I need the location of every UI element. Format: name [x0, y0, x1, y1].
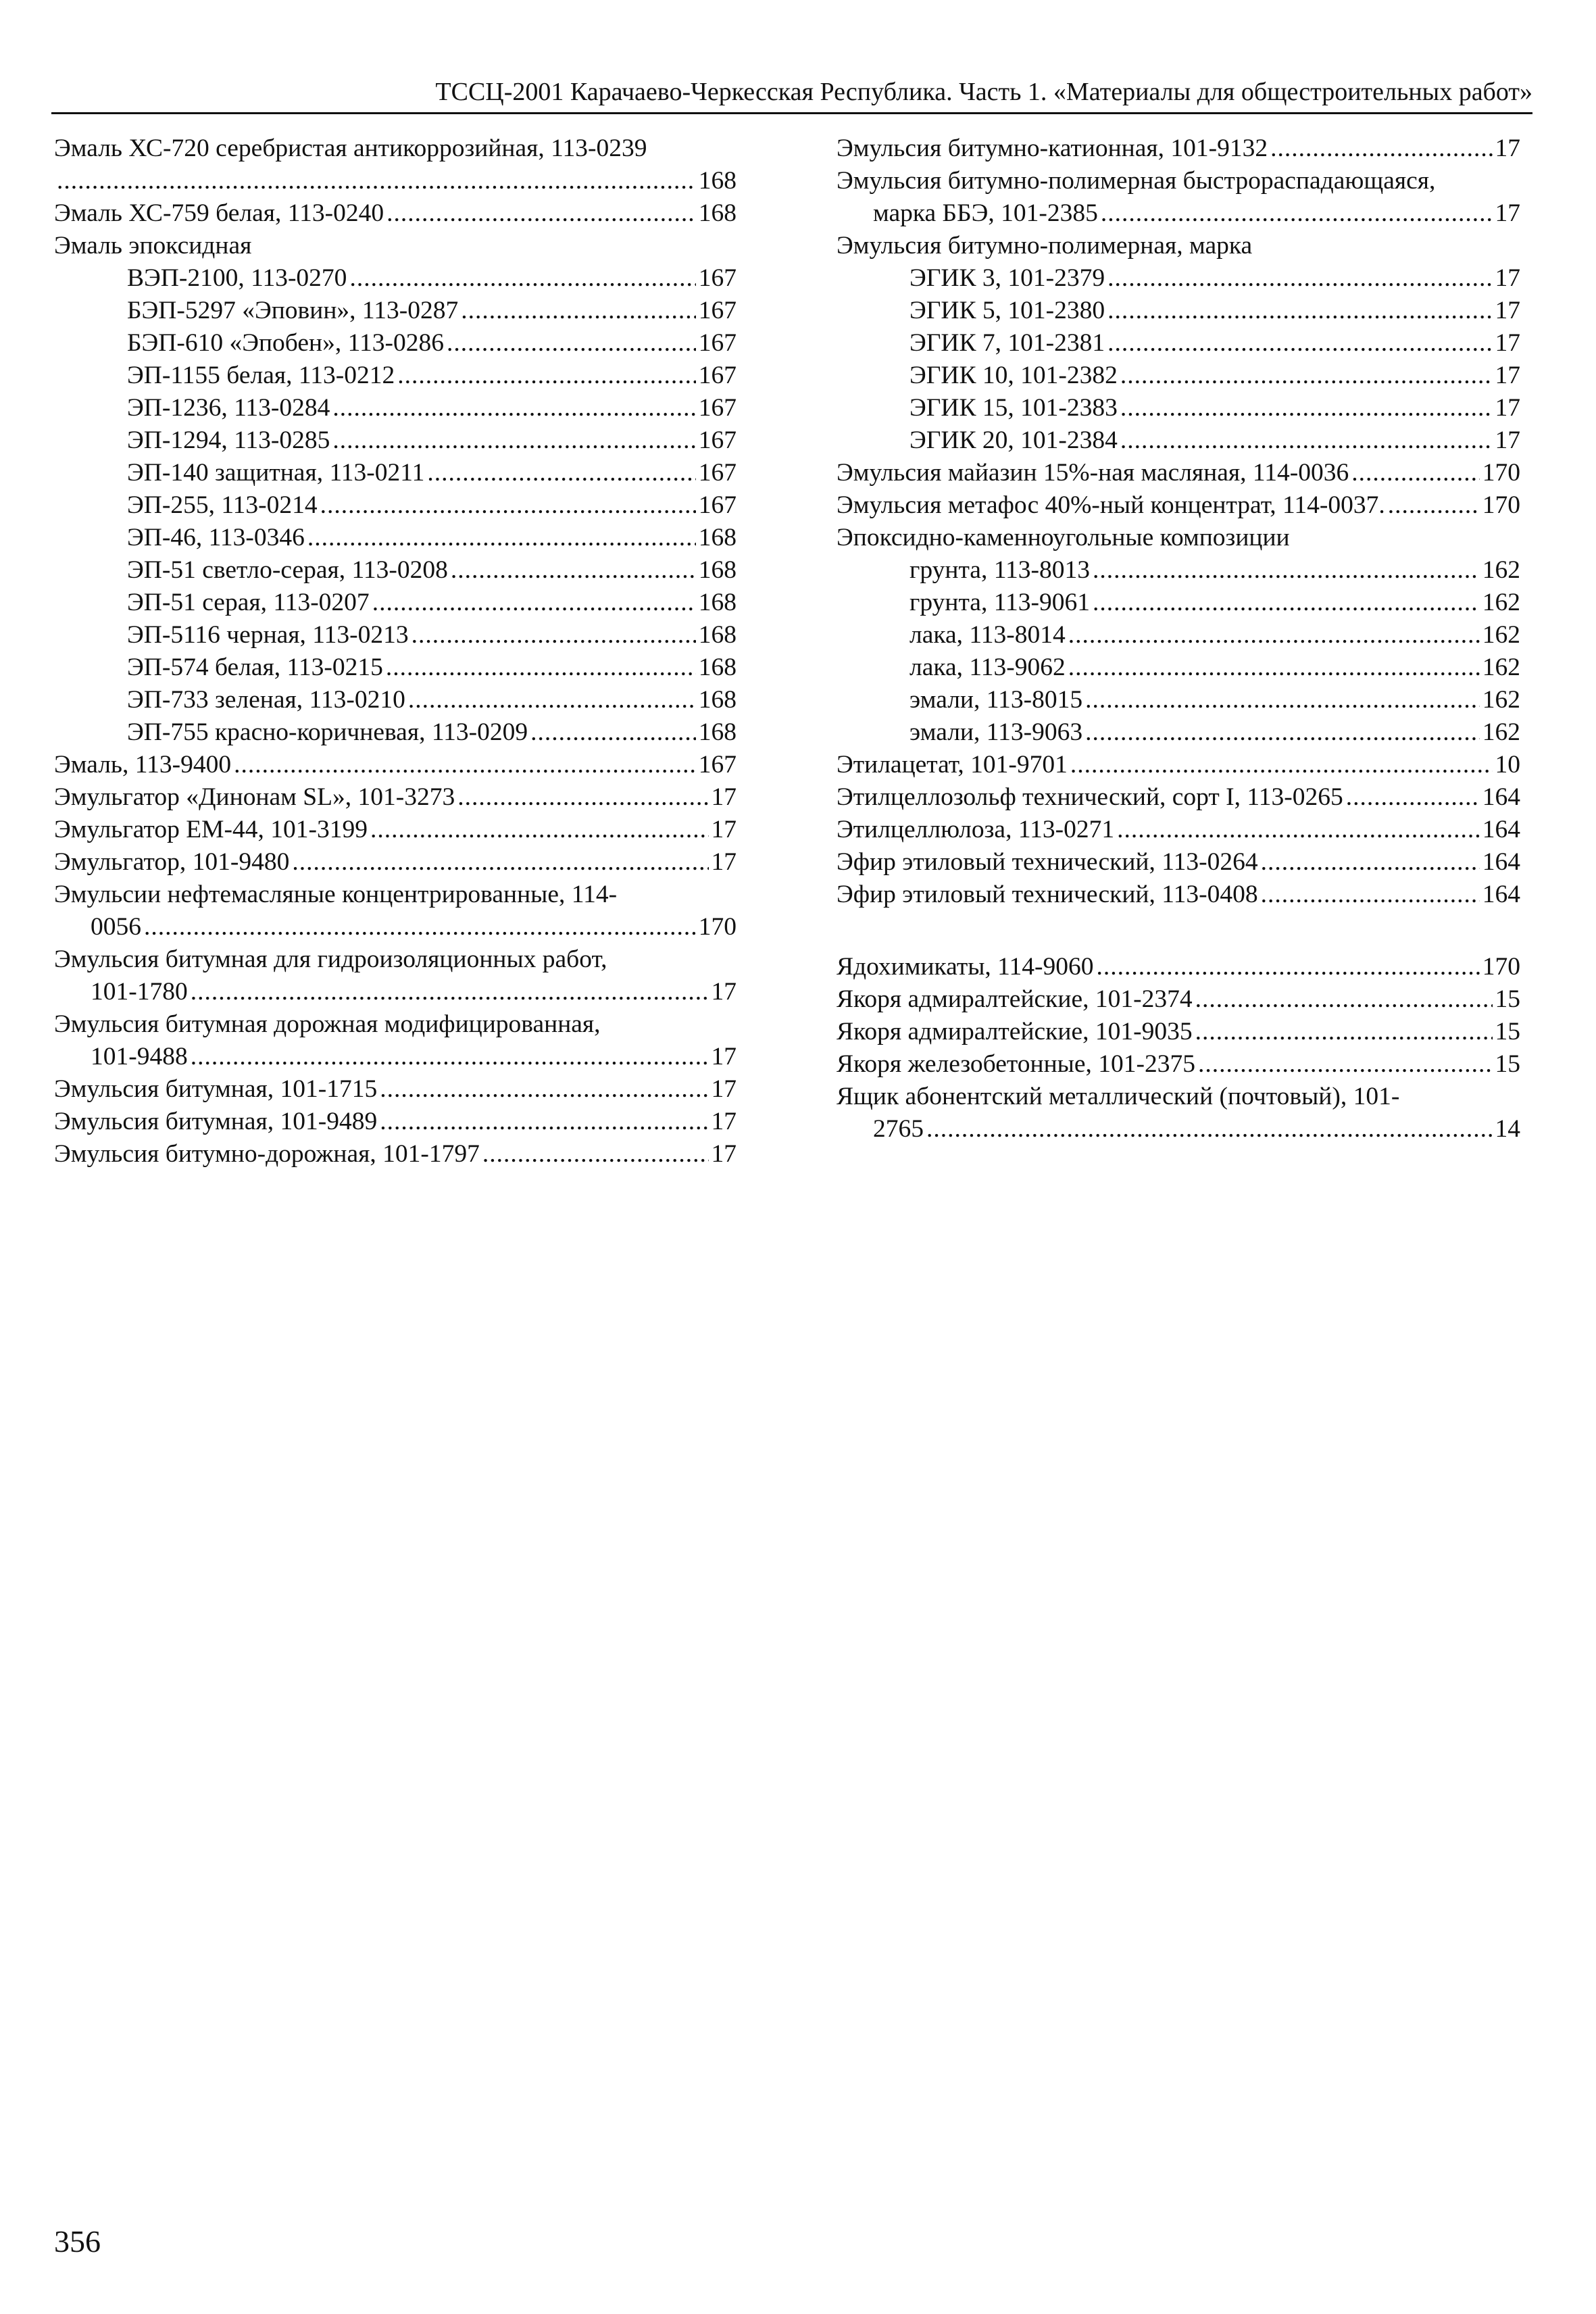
entry-page-ref: 17	[711, 978, 737, 1006]
index-entry	[54, 749, 737, 781]
entry-label: ЭП-1155 белая, 113-0212	[127, 362, 395, 389]
index-heading: Эмаль ХС-720 серебристая антикоррозийная, 113-0239	[54, 134, 647, 162]
entry-label: марка ББЭ, 101-2385	[873, 199, 1098, 227]
entry-page-ref: 167	[698, 329, 737, 357]
dot-leader	[191, 976, 709, 1008]
dot-leader	[1388, 489, 1480, 522]
entry-page-ref: 164	[1482, 881, 1520, 908]
dot-leader	[1198, 1048, 1492, 1081]
entry-label: ЭП-574 белая, 113-0215	[127, 654, 383, 681]
index-entry	[837, 983, 1520, 1016]
index-heading: Эмульсия битумная дорожная модифицированная,	[54, 1010, 601, 1038]
index-entry	[837, 197, 1520, 230]
dot-leader	[1120, 360, 1493, 392]
dot-leader	[1068, 619, 1480, 651]
index-entry	[837, 781, 1520, 814]
entry-page-ref: 170	[698, 913, 737, 941]
entry-page-ref: 167	[698, 751, 737, 779]
entry-page-ref: 17	[1495, 134, 1520, 162]
dot-leader	[1195, 1016, 1493, 1048]
entry-label: БЭП-5297 «Эповин», 113-0287	[127, 297, 459, 324]
index-entry	[837, 132, 1520, 165]
dot-leader	[380, 1106, 708, 1138]
index-entry	[54, 489, 737, 522]
entry-page-ref: 164	[1482, 783, 1520, 811]
entry-label: Эфир этиловый технический, 113-0408	[837, 881, 1258, 908]
entry-page-ref: 15	[1495, 985, 1520, 1013]
entry-page-ref: 162	[1482, 686, 1520, 714]
entry-page-ref: 170	[1482, 953, 1520, 981]
index-entry	[54, 619, 737, 651]
entry-page-ref: 162	[1482, 718, 1520, 746]
entry-page-ref: 17	[1495, 362, 1520, 389]
entry-page-ref: 17	[1495, 199, 1520, 227]
entry-label: 101-1780	[91, 978, 188, 1006]
dot-leader	[372, 587, 696, 619]
index-entry	[54, 684, 737, 716]
dot-leader	[380, 1073, 708, 1106]
entry-page-ref: 167	[698, 426, 737, 454]
entry-label: Этилацетат, 101-9701	[837, 751, 1068, 779]
entry-page-ref: 168	[698, 718, 737, 746]
dot-leader	[1068, 651, 1480, 684]
entry-label: ЭП-46, 113-0346	[127, 524, 305, 551]
dot-leader	[1085, 716, 1480, 749]
entry-label: эмали, 113-9063	[909, 718, 1083, 746]
entry-page-ref: 167	[698, 394, 737, 422]
entry-page-ref: 17	[711, 1108, 737, 1135]
index-entry	[54, 1138, 737, 1171]
entry-page-ref: 162	[1482, 654, 1520, 681]
entry-page-ref: 167	[698, 264, 737, 292]
entry-page-ref: 15	[1495, 1018, 1520, 1045]
entry-label: 2765	[873, 1115, 924, 1143]
entry-page-ref: 168	[698, 524, 737, 551]
entry-label: Эмульгатор ЕМ-44, 101-3199	[54, 816, 368, 843]
dot-leader	[427, 457, 695, 489]
dot-leader	[482, 1138, 709, 1171]
entry-page-ref: 168	[698, 686, 737, 714]
dot-leader	[1351, 457, 1480, 489]
index-heading: Эмульсии нефтемасляные концентрированные, 114-	[54, 881, 618, 908]
dot-leader	[412, 619, 696, 651]
entry-page-ref: 14	[1495, 1115, 1520, 1143]
entry-label: ЭП-255, 113-0214	[127, 491, 318, 519]
entry-label: Ядохимикаты, 114-9060	[837, 953, 1094, 981]
dot-leader	[1261, 879, 1480, 911]
dot-leader	[234, 749, 696, 781]
entry-label: ЭГИК 5, 101-2380	[909, 297, 1105, 324]
entry-page-ref: 162	[1482, 621, 1520, 649]
index-entry	[837, 619, 1520, 651]
dot-leader	[57, 165, 696, 197]
index-heading: Эмульсия битумная для гидроизоляционных работ,	[54, 945, 607, 973]
entry-label: ЭГИК 7, 101-2381	[909, 329, 1105, 357]
entry-label: ЭГИК 15, 101-2383	[909, 394, 1118, 422]
entry-label: ЭП-755 красно-коричневая, 113-0209	[127, 718, 528, 746]
entry-page-ref: 162	[1482, 556, 1520, 584]
index-entry	[837, 651, 1520, 684]
entry-page-ref: 17	[1495, 426, 1520, 454]
dot-leader	[1120, 424, 1493, 457]
index-entry	[54, 554, 737, 587]
index-heading: Ящик абонентский металлический (почтовый), 101-	[837, 1083, 1400, 1110]
index-entry	[54, 165, 737, 197]
entry-page-ref: 17	[711, 1043, 737, 1070]
index-entry	[837, 814, 1520, 846]
dot-leader	[1195, 983, 1493, 1016]
entry-page-ref: 17	[711, 1075, 737, 1103]
index-entry	[54, 457, 737, 489]
index-entry	[837, 846, 1520, 879]
entry-label: ЭГИК 3, 101-2379	[909, 264, 1105, 292]
index-entry	[837, 360, 1520, 392]
dot-leader	[461, 295, 696, 327]
entry-label: ЭП-140 защитная, 113-0211	[127, 459, 425, 487]
entry-page-ref: 168	[698, 589, 737, 616]
entry-label: 0056	[91, 913, 141, 941]
entry-label: Эфир этиловый технический, 113-0264	[837, 848, 1258, 876]
index-entry	[837, 262, 1520, 295]
index-heading: Эмульсия битумно-полимерная быстрораспадающаяся,	[837, 167, 1436, 195]
index-entry	[54, 976, 737, 1008]
entry-label: Эмульсия битумно-дорожная, 101-1797	[54, 1140, 480, 1168]
index-entry	[54, 262, 737, 295]
dot-leader	[386, 651, 696, 684]
entry-label: ЭП-1236, 113-0284	[127, 394, 330, 422]
index-entry	[54, 1073, 737, 1106]
entry-page-ref: 170	[1482, 491, 1520, 519]
entry-label: эмали, 113-8015	[909, 686, 1083, 714]
dot-leader	[307, 522, 696, 554]
dot-leader	[1107, 262, 1492, 295]
entry-label: лака, 113-9062	[909, 654, 1066, 681]
dot-leader	[292, 846, 708, 879]
entry-label: Эмаль ХС-759 белая, 113-0240	[54, 199, 384, 227]
index-entry	[54, 781, 737, 814]
entry-page-ref: 168	[698, 167, 737, 195]
header-title: ТССЦ-2001 Карачаево-Черкесская Республика. Часть 1. «Материалы для общестроительных работ»	[435, 78, 1532, 106]
index-entry	[837, 951, 1520, 983]
index-column-right	[837, 132, 1520, 1146]
entry-page-ref: 167	[698, 459, 737, 487]
entry-page-ref: 17	[711, 1140, 737, 1168]
entry-page-ref: 162	[1482, 589, 1520, 616]
dot-leader	[144, 911, 696, 943]
entry-page-ref: 164	[1482, 848, 1520, 876]
index-entry	[837, 879, 1520, 911]
index-entry	[837, 587, 1520, 619]
entry-label: Этилцеллозольф технический, сорт I, 113-0265	[837, 783, 1343, 811]
entry-page-ref: 17	[711, 783, 737, 811]
entry-label: Якоря адмиралтейские, 101-2374	[837, 985, 1193, 1013]
dot-leader	[408, 684, 696, 716]
entry-label: ЭГИК 10, 101-2382	[909, 362, 1118, 389]
entry-page-ref: 167	[698, 297, 737, 324]
entry-page-ref: 170	[1482, 459, 1520, 487]
entry-page-ref: 17	[1495, 297, 1520, 324]
index-heading: Эпоксидно-каменноугольные композиции	[837, 524, 1290, 551]
entry-label: грунта, 113-9061	[909, 589, 1091, 616]
entry-label: ЭП-1294, 113-0285	[127, 426, 330, 454]
entry-label: Эмульсия метафос 40%-ный концентрат, 114-0037.	[837, 491, 1385, 519]
index-entry	[837, 327, 1520, 360]
entry-label: Эмульсия майазин 15%-ная масляная, 114-0036	[837, 459, 1349, 487]
entry-label: Эмаль, 113-9400	[54, 751, 232, 779]
entry-label: Якоря железобетонные, 101-2375	[837, 1050, 1196, 1078]
entry-page-ref: 168	[698, 621, 737, 649]
index-entry	[837, 489, 1520, 522]
dot-leader	[1107, 295, 1492, 327]
entry-page-ref: 17	[1495, 329, 1520, 357]
index-entry	[837, 1113, 1520, 1146]
index-entry	[54, 327, 737, 360]
dot-leader	[1117, 814, 1480, 846]
dot-leader	[1270, 132, 1492, 165]
index-entry	[837, 716, 1520, 749]
entry-page-ref: 17	[711, 816, 737, 843]
dot-leader	[926, 1113, 1493, 1146]
index-entry	[54, 295, 737, 327]
entry-label: ЭП-733 зеленая, 113-0210	[127, 686, 405, 714]
index-entry	[54, 587, 737, 619]
dot-leader	[1107, 327, 1492, 360]
index-entry	[837, 424, 1520, 457]
entry-page-ref: 167	[698, 491, 737, 519]
dot-leader	[1261, 846, 1480, 879]
dot-leader	[451, 554, 696, 587]
entry-label: 101-9488	[91, 1043, 188, 1070]
dot-leader	[1070, 749, 1493, 781]
entry-page-ref: 17	[1495, 264, 1520, 292]
index-entry	[837, 1048, 1520, 1081]
section-gap	[837, 911, 1520, 951]
entry-label: Эмульгатор «Динонам SL», 101-3273	[54, 783, 455, 811]
index-entry	[837, 554, 1520, 587]
index-entry	[54, 846, 737, 879]
entry-page-ref: 17	[1495, 394, 1520, 422]
entry-label: ЭГИК 20, 101-2384	[909, 426, 1118, 454]
entry-page-ref: 15	[1495, 1050, 1520, 1078]
index-entry	[54, 911, 737, 943]
entry-label: Якоря адмиралтейские, 101-9035	[837, 1018, 1193, 1045]
index-entry	[54, 1041, 737, 1073]
entry-label: Этилцеллюлоза, 113-0271	[837, 816, 1115, 843]
index-entry	[54, 522, 737, 554]
index-heading: Эмаль эпоксидная	[54, 232, 252, 260]
dot-leader	[191, 1041, 709, 1073]
dot-leader	[530, 716, 696, 749]
page-number: 356	[54, 2224, 101, 2259]
index-entry	[54, 424, 737, 457]
dot-leader	[332, 392, 695, 424]
entry-page-ref: 164	[1482, 816, 1520, 843]
dot-leader	[1097, 951, 1480, 983]
dot-leader	[457, 781, 708, 814]
entry-label: БЭП-610 «Эпобен», 113-0286	[127, 329, 444, 357]
index-heading: Эмульсия битумно-полимерная, марка	[837, 232, 1253, 260]
dot-leader	[1346, 781, 1480, 814]
index-entry	[837, 295, 1520, 327]
entry-label: лака, 113-8014	[909, 621, 1066, 649]
dot-leader	[1120, 392, 1493, 424]
index-entry	[837, 392, 1520, 424]
index-entry	[54, 716, 737, 749]
entry-page-ref: 167	[698, 362, 737, 389]
entry-label: Эмульсия битумная, 101-1715	[54, 1075, 378, 1103]
dot-leader	[370, 814, 709, 846]
entry-page-ref: 168	[698, 556, 737, 584]
entry-label: ЭП-5116 черная, 113-0213	[127, 621, 409, 649]
dot-leader	[320, 489, 696, 522]
index-entry	[837, 749, 1520, 781]
dot-leader	[332, 424, 695, 457]
entry-label: Эмульсия битумная, 101-9489	[54, 1108, 378, 1135]
entry-label: ВЭП-2100, 113-0270	[127, 264, 347, 292]
index-entry	[837, 1016, 1520, 1048]
index-entry	[54, 651, 737, 684]
dot-leader	[386, 197, 696, 230]
index-entry	[54, 197, 737, 230]
index-entry	[837, 457, 1520, 489]
index-entry	[54, 1106, 737, 1138]
dot-leader	[447, 327, 696, 360]
index-entry	[54, 392, 737, 424]
entry-page-ref: 17	[711, 848, 737, 876]
dot-leader	[1093, 554, 1480, 587]
index-column-left	[54, 132, 737, 1171]
entry-label: ЭП-51 серая, 113-0207	[127, 589, 370, 616]
entry-page-ref: 168	[698, 654, 737, 681]
index-entry	[54, 360, 737, 392]
entry-label: Эмульсия битумно-катионная, 101-9132	[837, 134, 1268, 162]
index-entry	[54, 814, 737, 846]
dot-leader	[1101, 197, 1493, 230]
entry-page-ref: 168	[698, 199, 737, 227]
entry-label: ЭП-51 светло-серая, 113-0208	[127, 556, 448, 584]
index-entry	[837, 684, 1520, 716]
dot-leader	[349, 262, 695, 295]
dot-leader	[397, 360, 696, 392]
running-header	[51, 73, 1532, 114]
dot-leader	[1093, 587, 1480, 619]
entry-page-ref: 10	[1495, 751, 1520, 779]
entry-label: Эмульгатор, 101-9480	[54, 848, 290, 876]
dot-leader	[1085, 684, 1480, 716]
entry-label: грунта, 113-8013	[909, 556, 1091, 584]
